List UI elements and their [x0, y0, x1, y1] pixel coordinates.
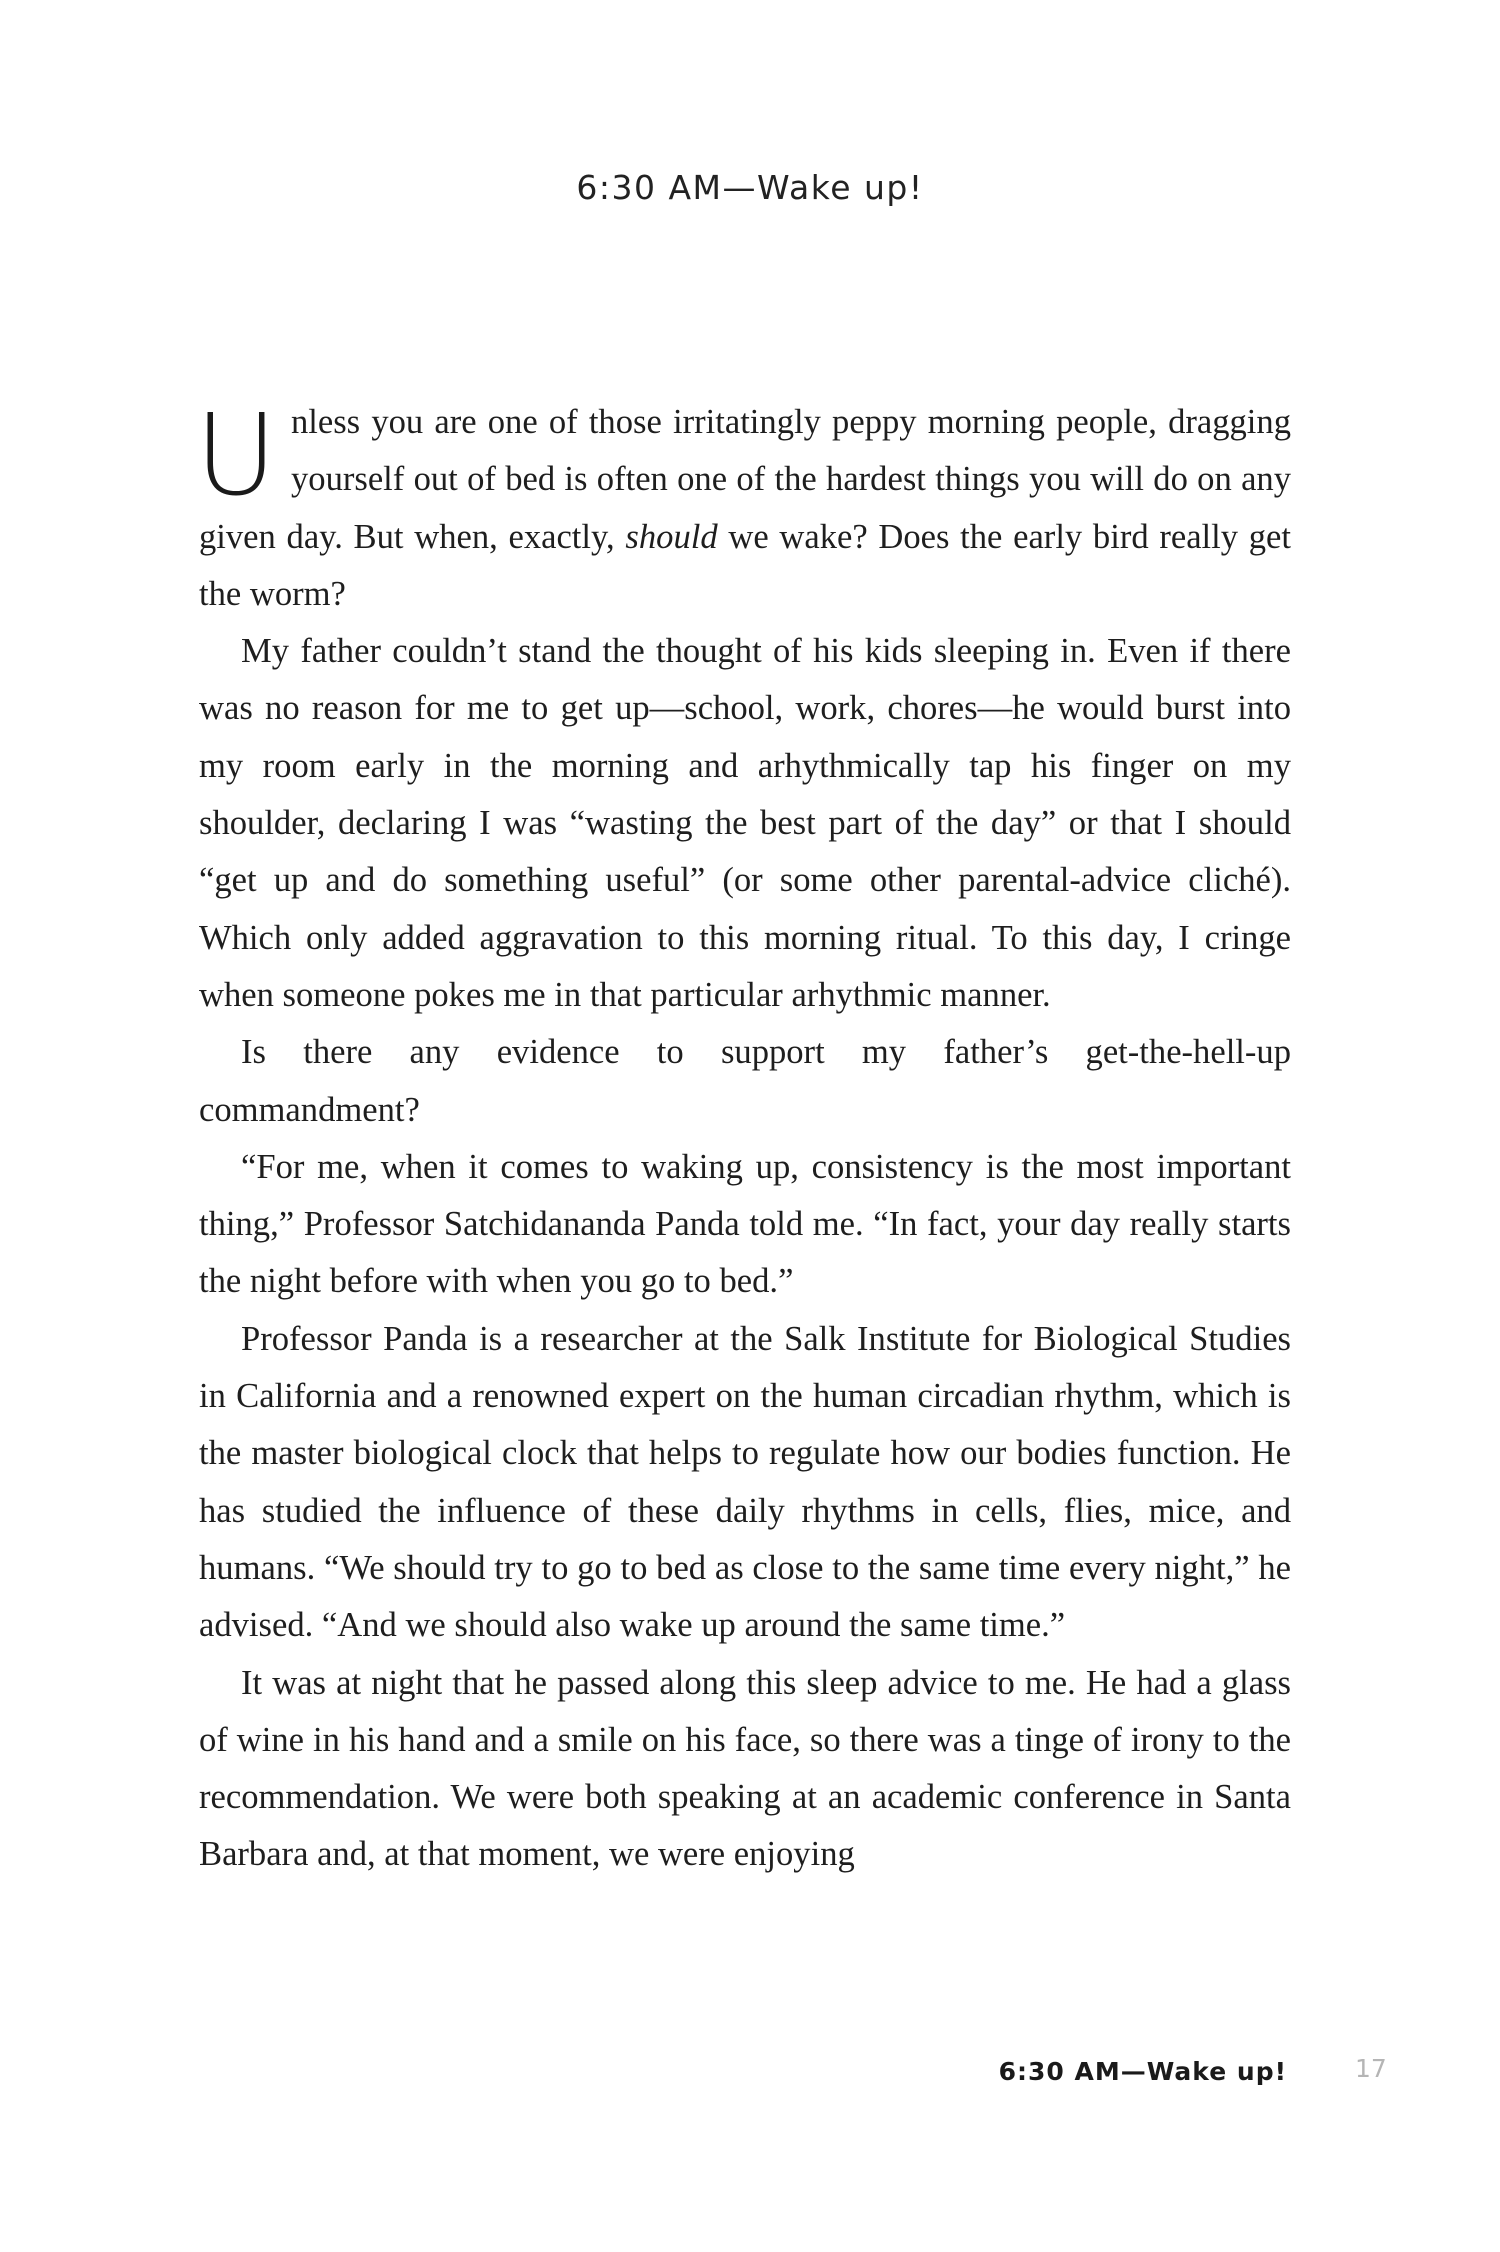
- paragraph-1-text: nless you are one of those irritatingly peppy morning people, dragging yourself out of bed is often one of the hardest things you will do on any given day. But when, exactly,: [199, 403, 1291, 556]
- paragraph-5: Professor Panda is a researcher at the Salk Institute for Biological Studies in California and a renowned expert on the human circadian rhythm, which is the master biological clock that helps to regulate how our bodies function. He has studied the influence of these daily rhythms in cells, flies, mice, and humans. “We should try to go to bed as close to the same time every night,” he advised. “And we should also wake up around the same time.”: [199, 1319, 1291, 1645]
- body-text: [195, 391, 1291, 1884]
- paragraph-4: “For me, when it comes to waking up, consistency is the most important thing,” Professor Satchidananda Panda told me. “In fact, your day really starts the night before with when you go to bed.”: [199, 1147, 1291, 1301]
- page-number: 17: [1355, 2054, 1387, 2083]
- drop-cap: U: [195, 391, 277, 521]
- paragraph-1: [195, 391, 1291, 623]
- paragraph-1-tail: we wake? Does the early bird really get the worm?: [199, 517, 1291, 613]
- paragraph-3: Is there any evidence to support my father’s get-the-hell-up commandment?: [199, 1033, 1291, 1129]
- paragraph-2: My father couldn’t stand the thought of his kids sleeping in. Even if there was no reason for me to get up—school, work, chores—he would burst into my room early in the morning and arhythmically tap his finger on my shoulder, declaring I was “wasting the best part of the day” or that I should “get up and do something useful” (or some other parental-advice cliché). Which only added aggravation to this morning ritual. To this day, I cringe when someone pokes me in that particular arhythmic manner.: [199, 632, 1291, 1014]
- running-footer: 6:30 AM—Wake up!: [998, 2057, 1287, 2086]
- emphasis-should: should: [625, 517, 718, 556]
- paragraph-6: It was at night that he passed along this sleep advice to me. He had a glass of wine in his hand and a smile on his face, so there was a tinge of irony to the recommendation. We were both speaking at an academic conference in Santa Barbara and, at that moment, we were enjoying: [199, 1663, 1291, 1874]
- chapter-title: 6:30 AM—Wake up!: [576, 168, 924, 207]
